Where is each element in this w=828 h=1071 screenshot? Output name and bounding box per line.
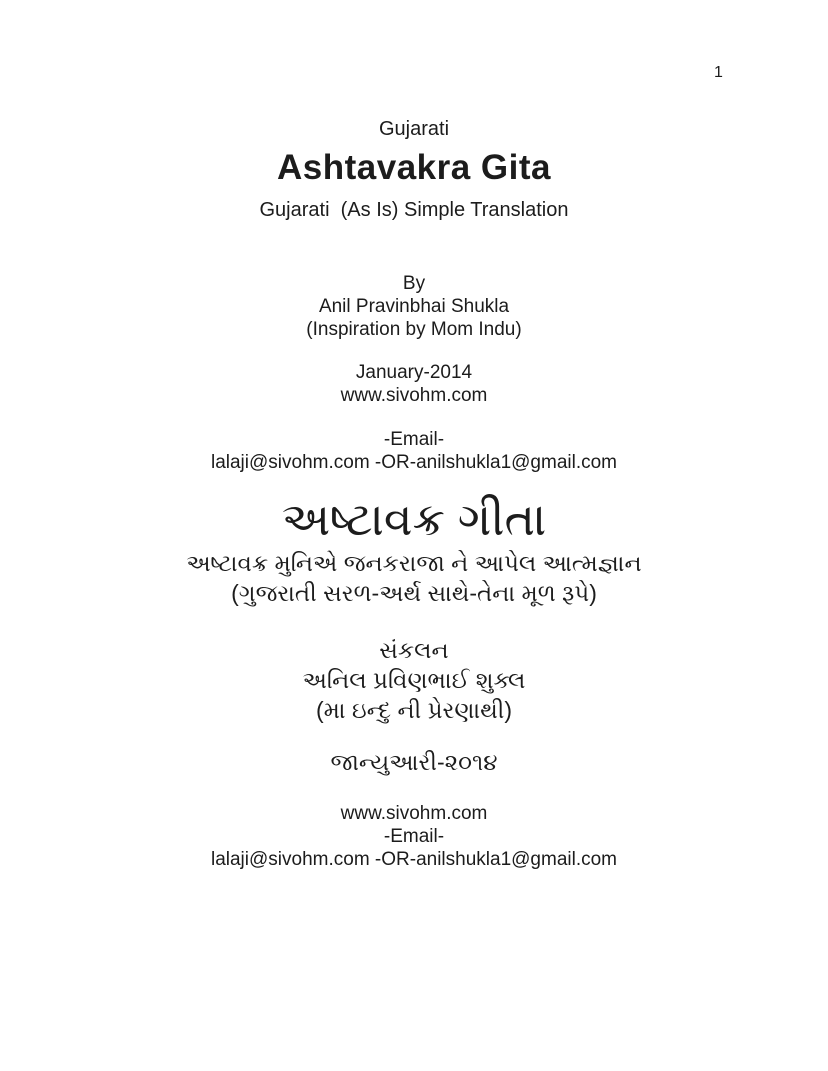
footer-email-label: -Email- [383,826,445,847]
gujarati-subtitle-line1: અષ્ટાવક્ર મુનિએ જનકરાજા ને આપેલ આત્મજ્ઞાન [186,550,642,576]
gujarati-subtitle-line2: (ગુજરાતી સરળ-અર્થ સાથે-તેના મૂળ રૂપે) [231,580,597,606]
footer-email-addresses: lalaji@sivohm.com -OR-anilshukla1@gmail.com [210,849,618,870]
page-number: 1 [714,64,723,81]
author-name: Anil Pravinbhai Shukla [318,296,510,317]
footer-website-url: www.sivohm.com [340,803,488,824]
email-addresses: lalaji@sivohm.com -OR-anilshukla1@gmail.com [210,452,618,473]
language-label: Gujarati [378,118,450,140]
document-subtitle: Gujarati (As Is) Simple Translation [259,199,569,221]
gujarati-compiler-name: અનિલ પ્રવિણભાઈ શુક્લ [302,667,526,693]
inspiration-note: (Inspiration by Mom Indu) [306,319,522,340]
publication-date: January-2014 [355,362,473,383]
email-label: -Email- [383,429,445,450]
gujarati-title: અષ્ટાવક્ર ગીતા [281,493,547,545]
gujarati-inspiration-note: (મા ઇન્દુ ની પ્રેરણાથી) [316,697,512,723]
gujarati-publication-date: જાન્યુઆરી-૨૦૧૪ [330,749,498,775]
website-url: www.sivohm.com [340,385,488,406]
document-title: Ashtavakra Gita [276,148,552,187]
by-label: By [402,273,426,294]
gujarati-compilation-label: સંકલન [379,637,449,663]
